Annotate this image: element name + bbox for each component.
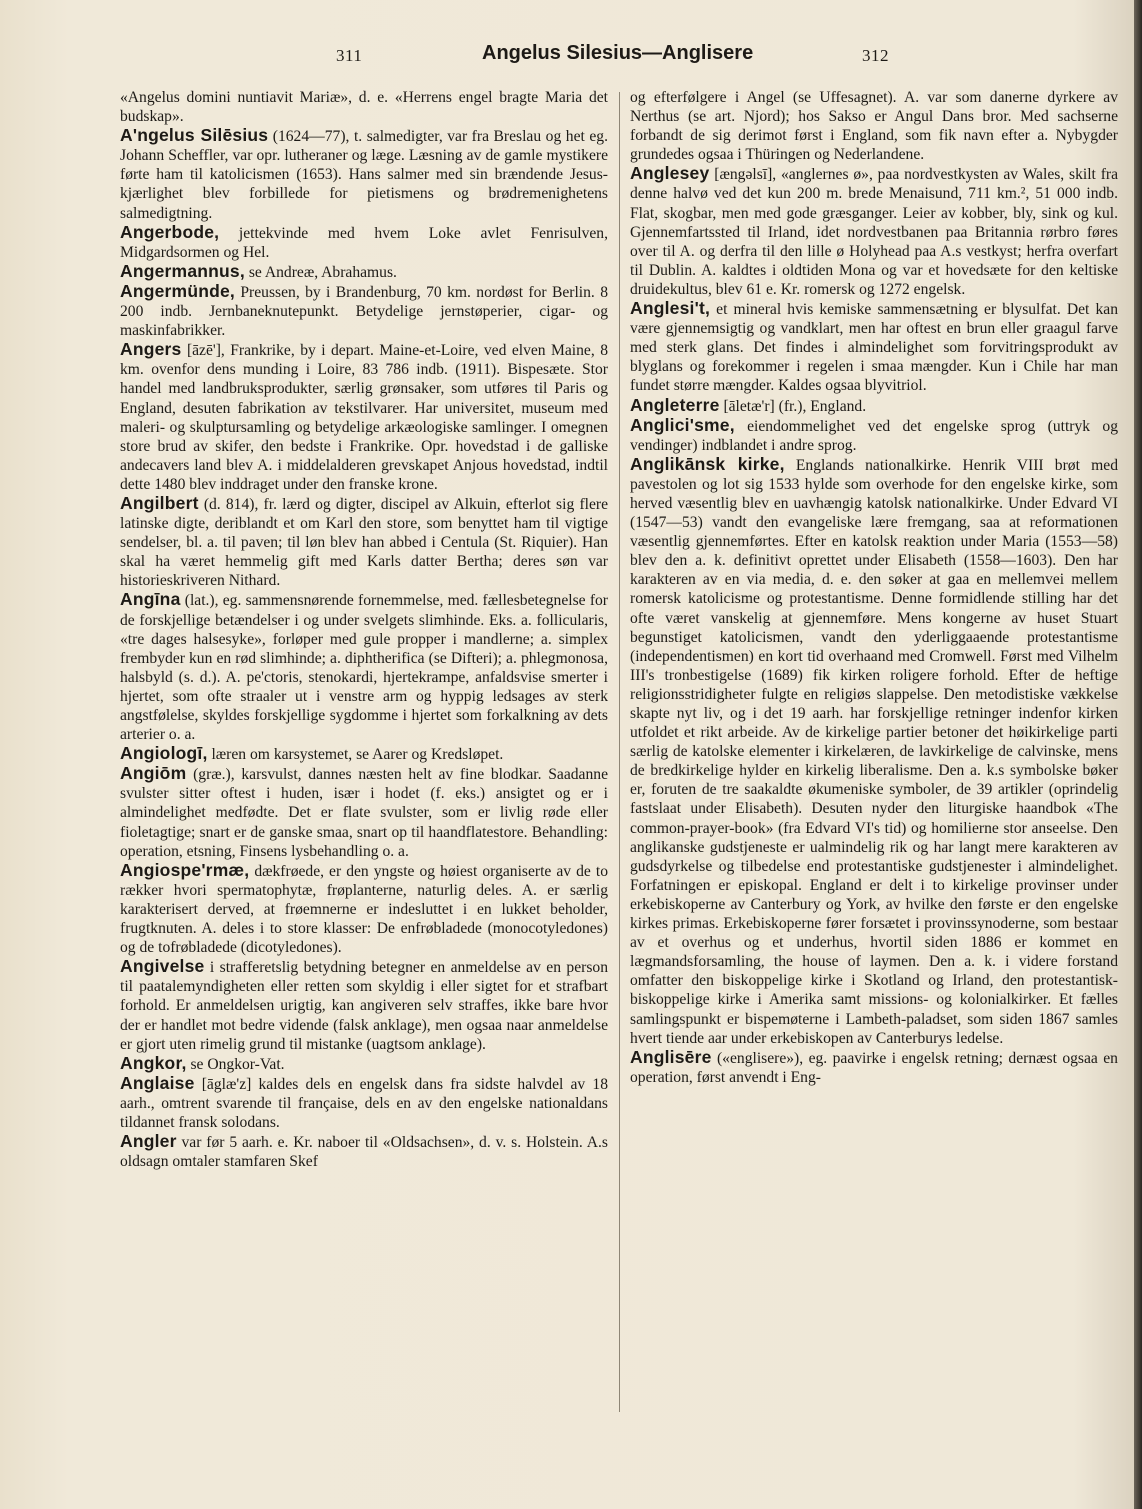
headword: Angilbert [120,492,199,513]
entry: Anglaise [āglæ'z] kaldes dels en engelsk dans fra sidste halvdel av 18 aarh., omtrent svarende til française, dels en av den engelske nationaldans tildannet fransk solodans. [120,1072,608,1131]
headword: Anglaise [120,1072,195,1093]
entry: Angermannus, se Andreæ, Abrahamus. [120,260,397,281]
page-header [0,42,1142,70]
entry: Angiōm (græ.), karsvulst, dannes næsten helt av fine blodkar. Saadanne svulster sitter oftest i huden, især i hodet (f. eks.) ansigtet og er i almindelighet medfødte. Det er flate svulster, som er livlig røde eller fioletagtige; snart er de ganske smaa, snart op til haandflatestore. Behandling: operation, etsning, Finsens lysbehandling o. a. [120,763,608,860]
entry: A'ngelus Silēsius (1624—77), t. salmedigter, var fra Breslau og het eg. Johann Scheffler, var opr. lutheraner og læge. Læsning av de gamle mystikere førte ham til katolicismen (1653). Hans salmer med sin brændende Jesus-kjærlighet blev forbillede for pietismens og brødremenighetens salmedigtning. [120,125,608,222]
page-number-right: 312 [862,46,889,65]
entry: Anglikānsk kirke, Englands nationalkirke. Henrik VIII brøt med pavestolen og lot sig 1533 hylde som overhode for den engelske kirke, som herved væsentlig blev en uavhængig katolsk nationalkirke. Under Edvard VI (1547—53) vandt den evangeliske lære fremgang, saa at reformationen væsentlig gjennemførtes. Efter en katolsk reaktion under Maria (1553—58) blev den a. k. definitivt oprettet under Elisabeth (1558—1603). Den har karakteren av en via media, d. e. den søker at gaa en mellemvei mellem romersk katolicisme og protestantisme. Denne formidlende stilling har det ofte været vanskelig at gjennemføre. Mens kongerne av huset Stuart begunstiget katolicismen, vandt den yderliggaaende protestantisme (independentismen) en kort tid overhaand med Cromwell. Først med Vilhelm III's tronbestigelse (1689) fik kirken roligere forhold. Efter de heftige religionsstridigheter fulgte en religiøs slappelse. Den metodistiske vækkelse skapte nyt liv, og i det 19 aarh. har forskjellige retninger indenfor kirken utfoldet et rikt arbeide. Av de kirkelige partier betoner det høikirkelige parti særlig de katolske elementer i kirkelæren, de lavkirkelige de calvinske, mens de bredkirkelige hylder en kirkelig liberalisme. Den a. k.s symbolske bøker er, foruten de tre saakaldte økumeniske symboler, de 39 artikler (oprindelig fastslaat under Elisabeth). Desuten nyder den liturgiske haandbok «The common-prayer-book» (fra Edvard VI's tid) og homilierne stor anseelse. Den anglikanske gudstjeneste er ualmindelig rik og har langt mere karakteren av gudsdyrkelse og tilbedelse end protestantiske gudstjenester i almindelighet. Forfatningen er episkopal. England er delt i to kirkelige provinser under erkebiskoperne av Canterbury og York, av hvilke den første er den engelske kirkes primas. Erkebiskoperne fører forsætet i provinssynoderne, som bestaar av et overhus og et underhus, hvortil siden 1886 er kommet en lægmandsforsamling, the house of laymen. Den a. k. i videre forstand omfatter den biskoppelige kirke i Skotland og Irland, den protestantisk-biskoppelige kirke i Amerika samt missions- og kolonialkirker. Et fælles samlingspunkt er bispemøterne i Lambeth-paladset, som siden 1867 samles hvert tiende aar under erkebiskopen av Canterburys ledelse. [630,453,1118,1047]
entry: Angīna (lat.), eg. sammensnørende fornemmelse, med. fællesbetegnelse for de forskjellige betændelser i og under svelgets slimhinde. Eks. a. follicularis, «tre dages halsesyke», forløper med gule propper i mandlerne; a. simplex frembyder kun en rød slimhinde; a. diphtherifica (se Difteri); a. phlegmonosa, halsbyld (s. d.). A. pe'ctoris, stenokardi, hjertekrampe, anfaldsvise smerter i hjertet, som ofte straaler ut i venstre arm og hyppig ledsages av sterk angstfølelse, skyldes forskjellige sygdomme i hjertet som forkalkning av dets arterier o. a. [120,589,608,744]
entry: Angiospe'rmæ, dækfrøede, er den yngste og høiest organiserte av de to rækker hvori spermatophytæ, frøplanterne, naturlig deles. A. er særlig karakterisert derved, at frøemnerne er indesluttet i en lukket beholder, frugtknuten. A. deles i to store klasser: De enfrøbladede (monocotyledones) og de tofrøbladede (dicotyledones). [120,859,608,957]
headword: Angleterre [630,394,720,415]
headword: Angivelse [120,956,205,977]
entry: Angler var før 5 aarh. e. Kr. naboer til «Oldsachsen», d. v. s. Holstein. A.s oldsagn omtaler stamfaren Skef [120,1131,608,1171]
left-column [120,88,608,1171]
entry: og efterfølgere i Angel (se Uffesagnet). A. var som danerne dyrkere av Nerthus (se art. Njord); hos Sakso er Angul Dans bror. Med sachserne forbandt de sig derimot først i England, som fik navn efter a. Nybygder grundedes ogsaa i Thüringen og Nederlandene. [630,89,1118,164]
entry: Angilbert (d. 814), fr. lærd og digter, discipel av Alkuin, efterlot sig flere latinske digte, deriblandt et om Karl den store, som benyttet ham til vigtige sendelser, bl. a. til paven; til løn blev han abbed i Centula (St. Riquier). Han skal ha været hemmelig gift med Karls datter Bertha; deres søn var historieskriveren Nithard. [120,492,609,590]
book-edge [1134,0,1142,1509]
headword: Angermünde, [120,280,235,301]
entry: Angerbode, jettekvinde med hvem Loke avlet Fenrisulven, Midgardsormen og Hel. [120,221,608,261]
entry: Anglisēre («englisere»), eg. paavirke i engelsk retning; dernæst ogsaa en operation, først anvendt i Eng- [630,1046,1118,1086]
headword: Angermannus, [120,260,245,281]
headword: Anglesi't, [630,298,711,319]
headword: Angler [120,1131,177,1152]
headword: Anglesey [630,163,710,184]
entry: Anglici'sme, eiendommelighet ved det engelske sprog (uttryk og vendinger) indblandet i andre sprog. [630,414,1118,454]
entry: Angiologī, læren om karsystemet, se Aarer og Kredsløpet. [120,743,504,764]
headword: Anglikānsk kirke, [630,453,785,474]
headword: Angīna [120,589,181,610]
entry: Anglesey [ængəlsī], «anglernes ø», paa nordvestkysten av Wales, skilt fra denne halvø ved det kun 200 m. brede Menaisund, 711 km.², 51 000 indb. Flat, skogbar, men med gode græsganger. Leier av kobber, bly, sink og kul. Gjennemfartssted til Irland, idet nordvestbanen paa Britannia rørbro føres over til A. og derfra til den lille ø Holyhead paa A.s vestkyst; herfra overfart til Dublin. A. kaldtes i oldtiden Mona og var et hovedsæte for den keltiske druidekultus, blev 61 e. Kr. romersk og 1272 engelsk. [630,163,1118,298]
running-title: Angelus Silesius—Anglisere [482,42,754,64]
entry: Angleterre [āletæ'r] (fr.), England. [630,394,867,415]
headword: Angiologī, [120,743,208,764]
entry: Angermünde, Preussen, by i Brandenburg, 70 km. nordøst for Berlin. 8 200 indb. Jernbaneknutepunkt. Betydelige jernstøperier, cigar- og maskinfabrikker. [120,280,608,340]
headword: Anglici'sme, [630,414,735,435]
headword: Angkor, [120,1052,187,1073]
column-divider [619,92,620,1412]
headword: Angiospe'rmæ, [120,859,250,880]
headword: Angerbode, [120,221,220,242]
entry: Angkor, se Ongkor-Vat. [120,1052,285,1073]
headword: A'ngelus Silēsius [120,125,269,146]
headword: Angiōm [120,763,187,784]
right-column [630,88,1118,1087]
page-number-left: 311 [336,46,363,65]
headword: Angers [120,339,182,360]
entry: Anglesi't, et mineral hvis kemiske sammensætning er blysulfat. Det kan være gjennemsigtig og vandklart, men har oftest en brun eller graagul farve med sterk glans. Det findes i almindelighet som forvitringsprodukt av blyglans og forekommer i regelen i smaa mængder. Kun i Chile har man fundet større mængder. Kaldes ogsaa blyvitriol. [630,298,1118,395]
entry: Angivelse i strafferetslig betydning betegner en anmeldelse av en person til paatalemyndigheten eller retten som skyldig i eller sigtet for et strafbart forhold. Er anmeldelsen urigtig, kan angiveren selv straffes, ikke bare hvor der er handlet mot bedre vidende (falsk anklage), men ogsaa naar anmeldelse er gjort uten rimelig grund til mistanke (uagtsom anklage). [120,956,608,1053]
entry: Angers [āzē'], Frankrike, by i depart. Maine-et-Loire, ved elven Maine, 8 km. ovenfor dens munding i Loire, 83 786 indb. (1911). Bispesæte. Stor handel med landbruksprodukter, særlig grønsaker, som utføres til Paris og England, desuten fabrikation av tekstilvarer. Har universitet, museum med maleri- og skulptursamling og betydelige arkæologiske samlinger. I omegnen store brud av skifer, den bedste i Frankrike. Opr. hovedstad i de galliske andecavers land blev A. i middelalderen grevskapet Anjous hovedstad, indtil dette 1480 blev inddraget under den franske krone. [120,339,608,493]
headword: Anglisēre [630,1046,712,1067]
entry: «Angelus domini nuntiavit Mariæ», d. e. «Herrens engel bragte Maria det budskap». [120,89,608,126]
